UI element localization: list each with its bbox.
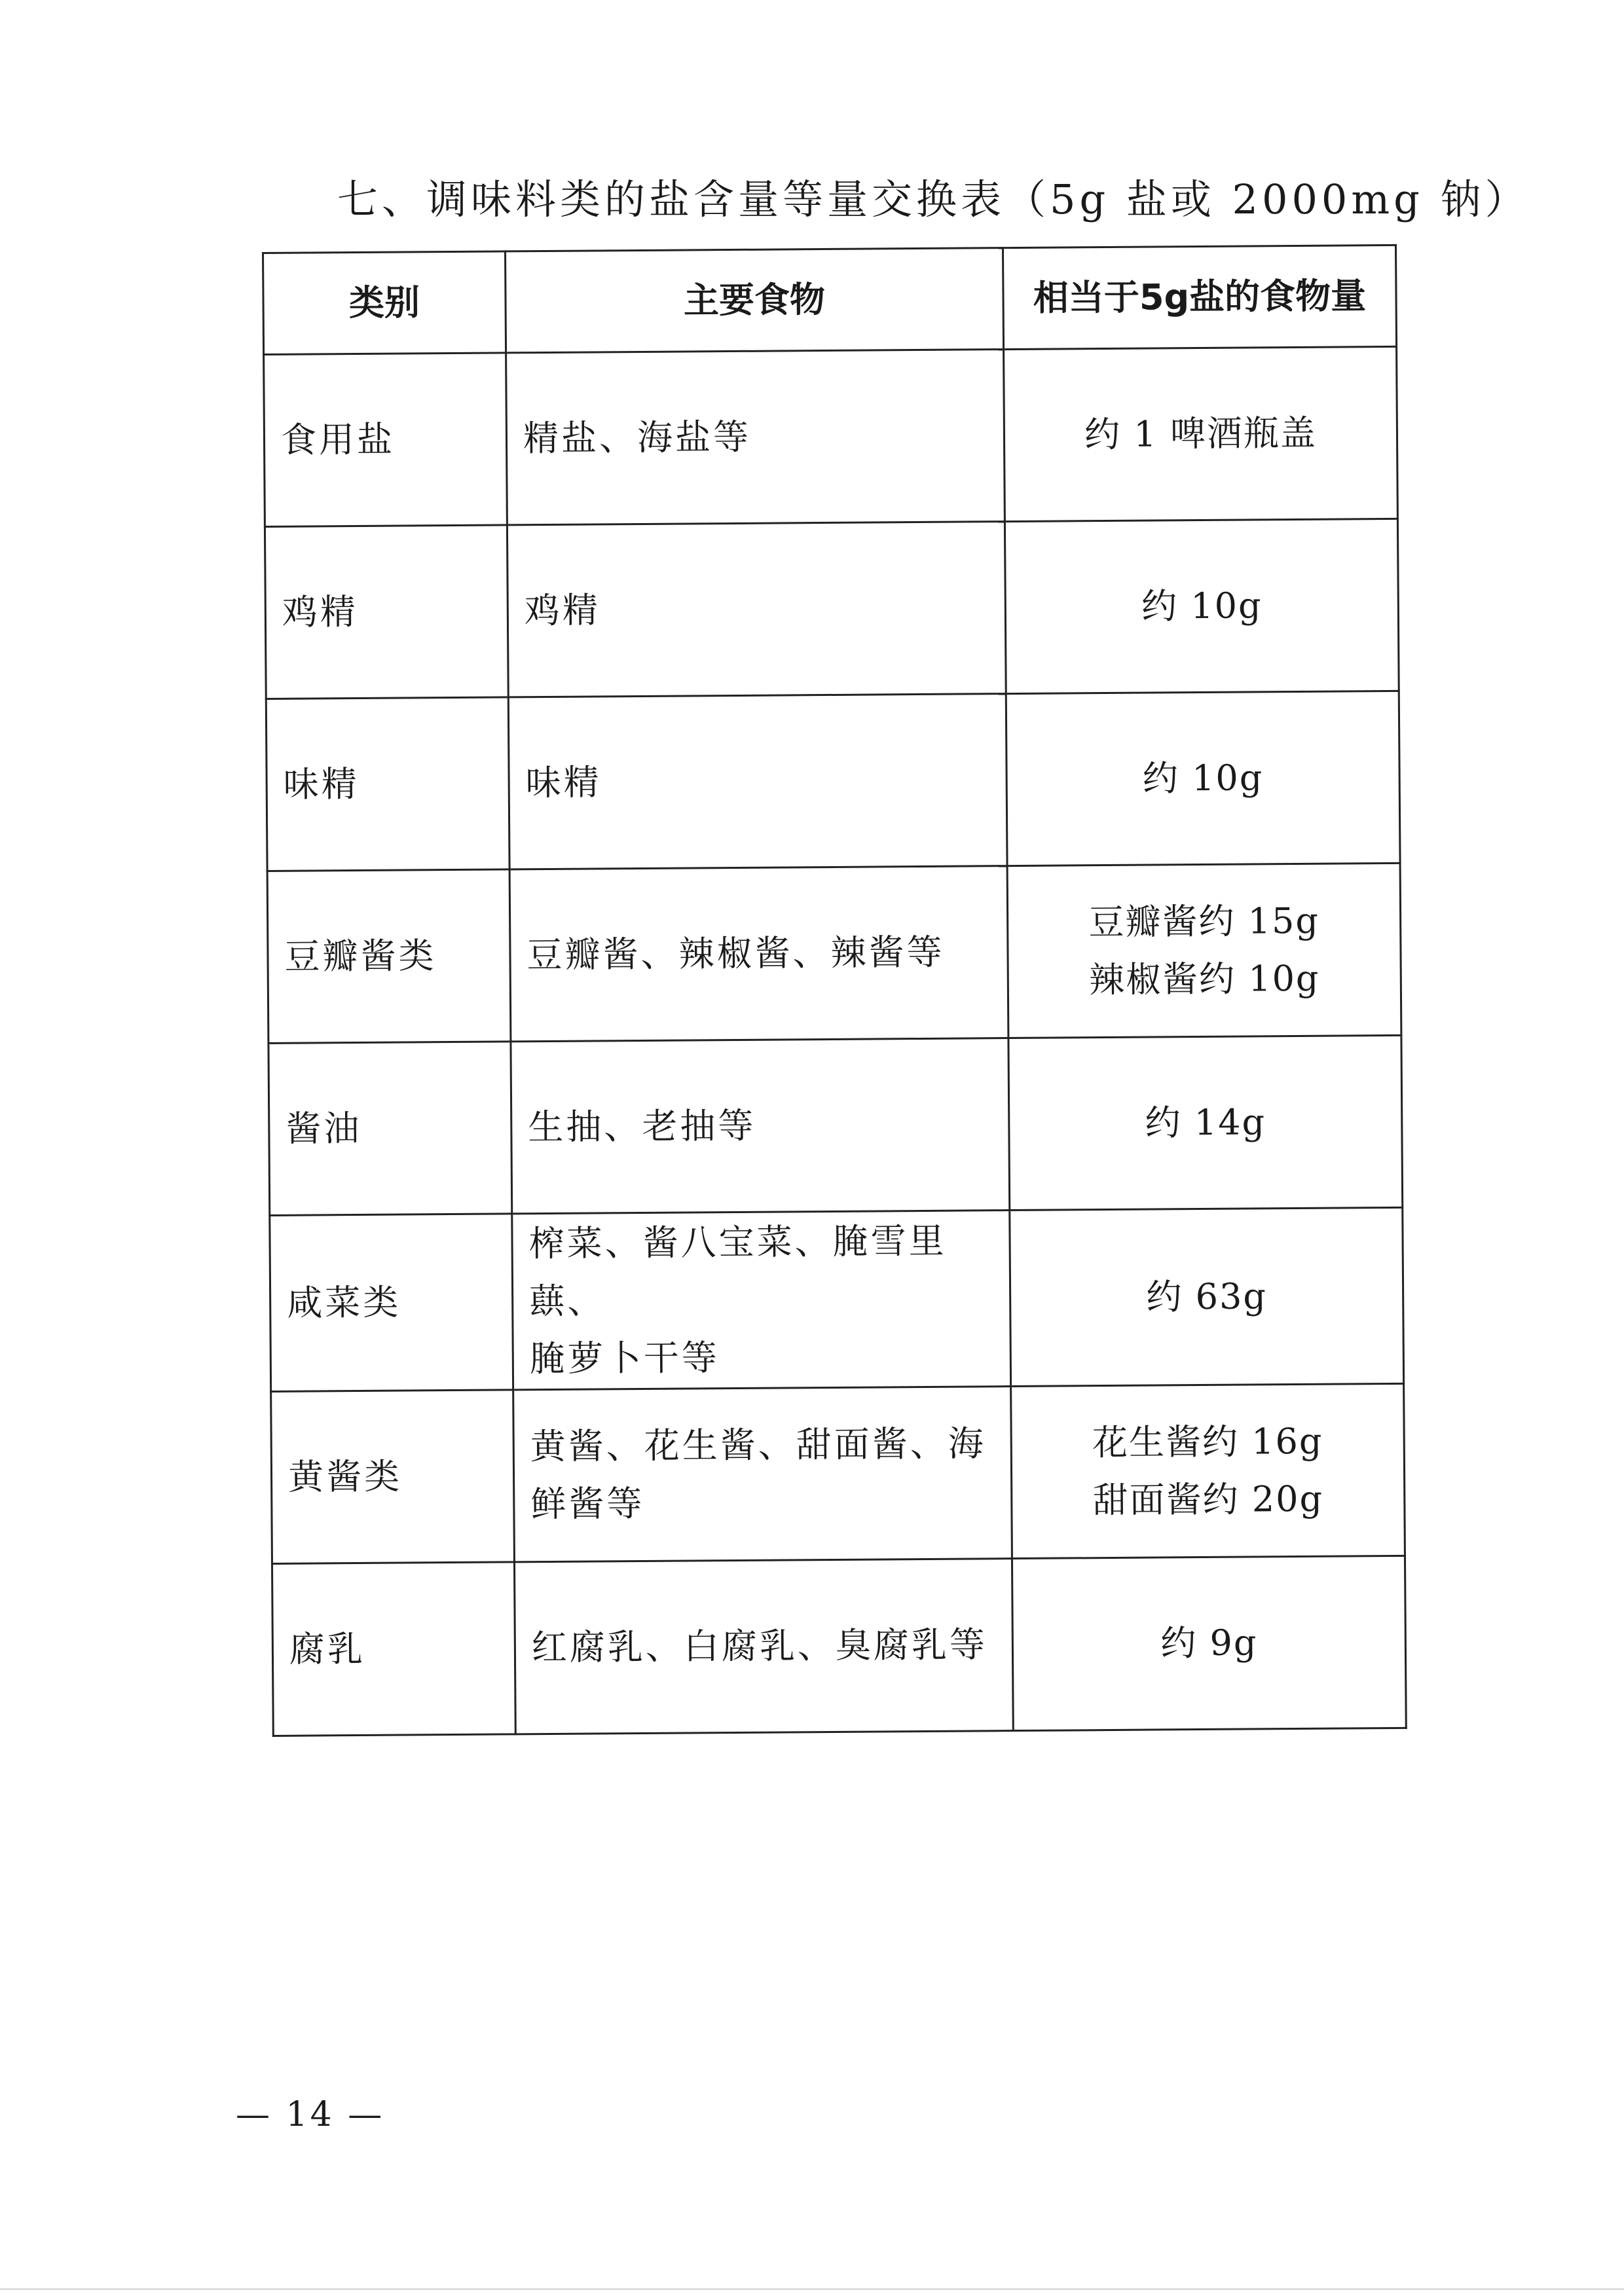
category-cell: 黄酱类 — [271, 1390, 515, 1564]
header-amount: 相当于5g盐的食物量 — [1003, 245, 1396, 349]
table-row — [264, 346, 1398, 526]
table-row — [267, 863, 1401, 1043]
amount-cell — [1005, 519, 1399, 693]
amount-line: 约 14g — [1145, 1101, 1266, 1144]
foods-line: 鲜酱等 — [530, 1482, 645, 1525]
amount-line: 约 10g — [1141, 585, 1263, 627]
table-row — [272, 1556, 1406, 1736]
amount-cell — [1011, 1383, 1405, 1558]
foods-cell — [509, 866, 1008, 1042]
foods-cell — [507, 522, 1006, 697]
page-title: 七、调味料类的盐含量等量交换表（5g 盐或 2000mg 钠） — [337, 175, 1530, 223]
salt-exchange-table — [262, 244, 1407, 1737]
category-cell: 腐乳 — [272, 1562, 515, 1736]
table-header-row — [263, 245, 1397, 354]
foods-cell — [511, 1038, 1010, 1214]
category-cell: 食用盐 — [264, 353, 507, 527]
foods-line: 鸡精 — [524, 589, 601, 632]
foods-line: 豆瓣酱、辣椒酱、辣酱等 — [526, 931, 945, 976]
category-cell: 酱油 — [268, 1042, 512, 1216]
foods-line: 黄酱、花生酱、甜面酱、海 — [530, 1423, 986, 1468]
foods-line: 腌萝卜干等 — [529, 1337, 720, 1380]
scan-edge-divider — [0, 2288, 1624, 2290]
amount-line: 约 63g — [1146, 1275, 1268, 1318]
foods-cell — [512, 1211, 1011, 1390]
amount-cell — [1007, 863, 1401, 1038]
table-row — [266, 691, 1400, 871]
foods-line: 榨菜、酱八宝菜、腌雪里蕻、 — [528, 1220, 947, 1322]
amount-line: 约 9g — [1160, 1622, 1258, 1664]
header-main-foods: 主要食物 — [506, 248, 1004, 353]
amount-line: 约 1 啤酒瓶盖 — [1084, 412, 1318, 456]
foods-cell — [513, 1387, 1012, 1562]
amount-line: 约 10g — [1142, 757, 1264, 799]
amount-cell — [1010, 1207, 1404, 1386]
amount-cell — [1004, 346, 1398, 521]
table-row — [271, 1383, 1405, 1563]
foods-cell — [508, 694, 1007, 869]
header-category: 类别 — [263, 251, 506, 355]
category-cell: 味精 — [266, 697, 509, 871]
amount-cell — [1012, 1556, 1406, 1730]
table-row — [270, 1207, 1404, 1391]
category-cell: 鸡精 — [265, 525, 508, 699]
foods-cell — [506, 350, 1005, 525]
category-cell: 豆瓣酱类 — [267, 869, 511, 1044]
amount-cell — [1008, 1035, 1403, 1210]
foods-cell — [514, 1559, 1013, 1734]
table-row — [268, 1035, 1403, 1215]
amount-line: 甜面酱约 20g — [1092, 1478, 1324, 1522]
foods-line: 生抽、老抽等 — [528, 1104, 756, 1148]
amount-line: 花生酱约 16g — [1092, 1420, 1323, 1464]
amount-line: 豆瓣酱约 15g — [1088, 900, 1320, 943]
category-cell: 咸菜类 — [270, 1214, 513, 1392]
foods-line: 精盐、海盐等 — [523, 416, 752, 460]
table-row — [265, 519, 1399, 699]
salt-exchange-table-wrapper — [262, 244, 1407, 1737]
amount-line: 辣椒酱约 10g — [1088, 957, 1320, 1001]
amount-cell — [1006, 691, 1400, 866]
foods-line: 味精 — [525, 761, 602, 804]
foods-line: 红腐乳、白腐乳、臭腐乳等 — [531, 1624, 988, 1669]
page-number: — 14 — — [236, 2095, 385, 2134]
